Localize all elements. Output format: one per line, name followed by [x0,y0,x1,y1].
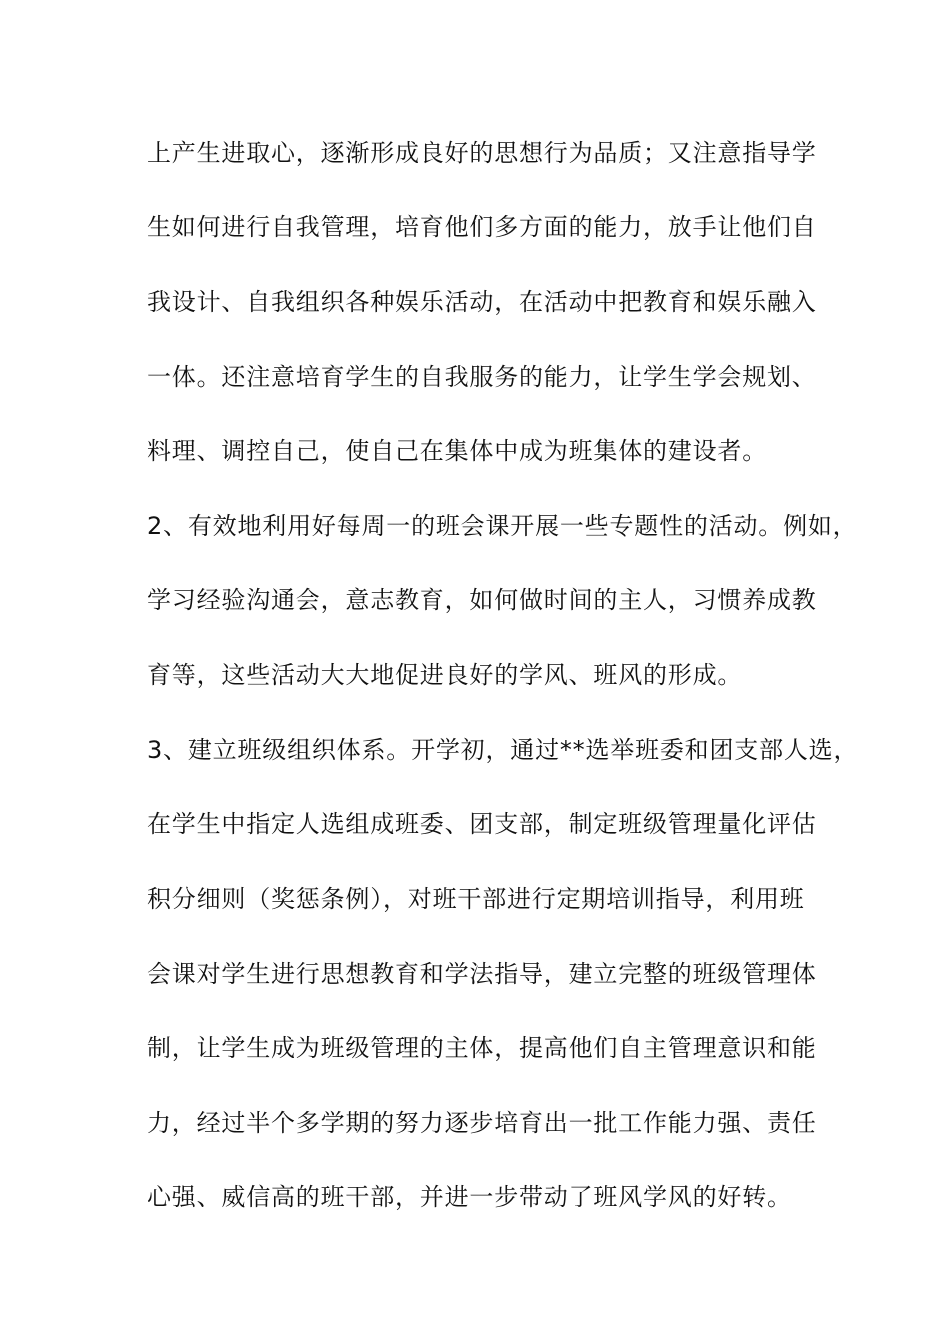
text-line: 生如何进行自我管理，培育他们多方面的能力，放手让他们自 [147,213,817,241]
text-line: 在学生中指定人选组成班委、团支部，制定班级管理量化评估 [147,810,817,838]
text-line: 力，经过半个多学期的努力逐步培育出一批工作能力强、责任 [147,1109,817,1137]
text-line: 上产生进取心，逐渐形成良好的思想行为品质；又注意指导学 [147,139,817,167]
text-line: 我设计、自我组织各种娱乐活动，在活动中把教育和娱乐融入 [147,288,817,316]
text-line: 积分细则（奖惩条例），对班干部进行定期培训指导，利用班 [147,885,805,913]
text-line: 会课对学生进行思想教育和学法指导，建立完整的班级管理体 [147,960,817,988]
text-line: 料理、调控自己，使自己在集体中成为班集体的建设者。 [147,437,767,465]
text-line: 一体。还注意培育学生的自我服务的能力，让学生学会规划、 [147,363,817,391]
text-line: 心强、威信高的班干部，并进一步带动了班风学风的好转。 [147,1183,792,1211]
text-line: 2、有效地利用好每周一的班会课开展一些专题性的活动。例如， [147,512,858,540]
text-line: 学习经验沟通会，意志教育，如何做时间的主人，习惯养成教 [147,586,817,614]
text-line: 制，让学生成为班级管理的主体，提高他们自主管理意识和能 [147,1034,817,1062]
text-line: 育等，这些活动大大地促进良好的学风、班风的形成。 [147,661,743,689]
text-line: 3、建立班级组织体系。开学初，通过**选举班委和团支部人选， [147,736,859,764]
